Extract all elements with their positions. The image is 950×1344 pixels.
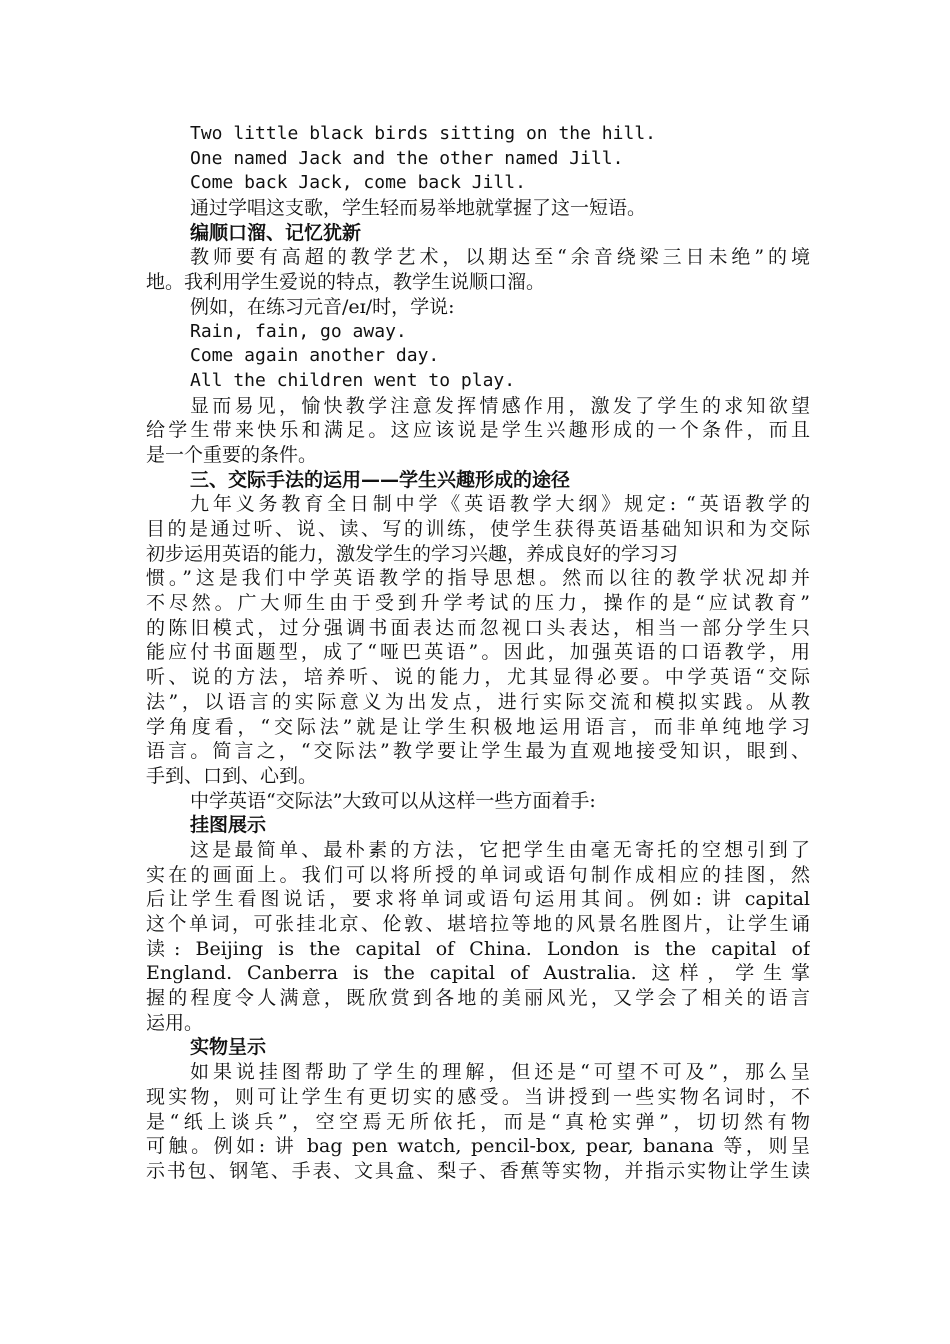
paragraph-line: 通过学唱这支歌，学生轻而易举地就掌握了这一短语。 bbox=[190, 197, 647, 220]
paragraph-line: England. Canberra is the capital of Australia. 这样，学生掌 bbox=[146, 962, 810, 985]
paragraph-line: 法”，以语言的实际意义为出发点，进行实际交流和模拟实践。从教 bbox=[146, 690, 810, 713]
section-heading: 实物呈示 bbox=[190, 1036, 267, 1059]
paragraph-line: 显而易见，愉快教学注意发挥情感作用，激发了学生的求知欲望 bbox=[190, 394, 810, 417]
paragraph-line: 这是最简单、最朴素的方法，它把学生由毫无寄托的空想引到了 bbox=[190, 838, 810, 861]
paragraph-line: 学角度看，“交际法”就是让学生积极地运用语言，而非单纯地学习 bbox=[146, 715, 810, 738]
paragraph-line: 是一个重要的条件。 bbox=[146, 443, 318, 466]
rhyme-line: All the children went to play. bbox=[190, 369, 516, 391]
paragraph-line: 九年义务教育全日制中学《英语教学大纲》规定: “英语教学的 bbox=[190, 493, 810, 516]
paragraph-line: 可触。例如: 讲 bag pen watch, pencil-box, pear, banana 等，则呈 bbox=[146, 1135, 810, 1158]
section-heading: 三、交际手法的运用——学生兴趣形成的途径 bbox=[190, 468, 571, 491]
paragraph-line: 例如，在练习元音/eɪ/时，学说: bbox=[190, 295, 455, 318]
paragraph-line: 读: Beijing is the capital of China. London is the capital of bbox=[146, 937, 810, 960]
paragraph-line: 是“纸上谈兵”，空空焉无所依托，而是“真枪实弹”，切切然有物 bbox=[146, 1110, 810, 1133]
rhyme-line: Rain, fain, go away. bbox=[190, 320, 407, 342]
paragraph-line: 听、说的方法，培养听、说的能力，尤其显得必要。中学英语“交际 bbox=[146, 666, 810, 689]
paragraph-line: 语言。简言之，“交际法”教学要让学生最为直观地接受知识，眼到、 bbox=[146, 740, 810, 763]
paragraph-line: 给学生带来快乐和满足。这应该说是学生兴趣形成的一个条件，而且 bbox=[146, 419, 810, 442]
body-text bbox=[146, 122, 810, 1184]
paragraph-line: 目的是通过听、说、读、写的训练，使学生获得英语基础知识和为交际 bbox=[146, 518, 810, 540]
paragraph-line: 地。我利用学生爱说的特点，教学生说顺口溜。 bbox=[146, 271, 546, 294]
paragraph-line: 运用。 bbox=[146, 1011, 204, 1034]
paragraph-line: 现实物，则可让学生有更切实的感受。当讲授到一些实物名词时，不 bbox=[146, 1085, 810, 1108]
paragraph-line: 这个单词，可张挂北京、伦敦、堪培拉等地的风景名胜图片，让学生诵 bbox=[146, 913, 810, 935]
section-heading: 挂图展示 bbox=[190, 814, 267, 837]
paragraph-line: 后让学生看图说话，要求将单词或语句运用其间。例如: 讲 capital bbox=[146, 888, 810, 911]
paragraph-line: 握的程度令人满意，既欣赏到各地的美丽风光，又学会了相关的语言 bbox=[146, 987, 810, 1010]
paragraph-line: 教师要有高超的教学艺术，以期达至“余音绕梁三日未绝”的境 bbox=[190, 246, 810, 269]
paragraph-line: 如果说挂图帮助了学生的理解，但还是“可望不可及”，那么呈 bbox=[190, 1061, 810, 1084]
song-line: Two little black birds sitting on the hill. bbox=[190, 123, 656, 144]
paragraph-line: 手到、口到、心到。 bbox=[146, 764, 318, 787]
paragraph-line: 初步运用英语的能力，激发学生的学习兴趣，养成良好的学习习 bbox=[146, 542, 679, 565]
paragraph-line: 惯。”这是我们中学英语教学的指导思想。然而以往的教学状况却并 bbox=[146, 567, 810, 590]
paragraph-line: 不尽然。广大师生由于受到升学考试的压力，操作的是“应试教育” bbox=[146, 592, 810, 615]
song-line: One named Jack and the other named Jill. bbox=[190, 147, 624, 169]
paragraph-line: 实在的画面上。我们可以将所授的单词或语句制作成相应的挂图，然 bbox=[146, 863, 810, 886]
song-line: Come back Jack, come back Jill. bbox=[190, 172, 526, 194]
rhyme-line: Come again another day. bbox=[190, 345, 440, 367]
paragraph-line: 的陈旧模式，过分强调书面表达而忽视口头表达，相当一部分学生只 bbox=[146, 616, 810, 639]
paragraph-line: 中学英语“交际法”大致可以从这样一些方面着手: bbox=[190, 789, 596, 812]
section-heading: 编顺口溜、记忆犹新 bbox=[190, 221, 362, 244]
paragraph-line: 示书包、钢笔、手表、文具盒、梨子、香蕉等实物，并指示实物让学生读 bbox=[146, 1159, 810, 1182]
paragraph-line: 能应付书面题型，成了“哑巴英语”。因此，加强英语的口语教学，用 bbox=[146, 641, 810, 664]
